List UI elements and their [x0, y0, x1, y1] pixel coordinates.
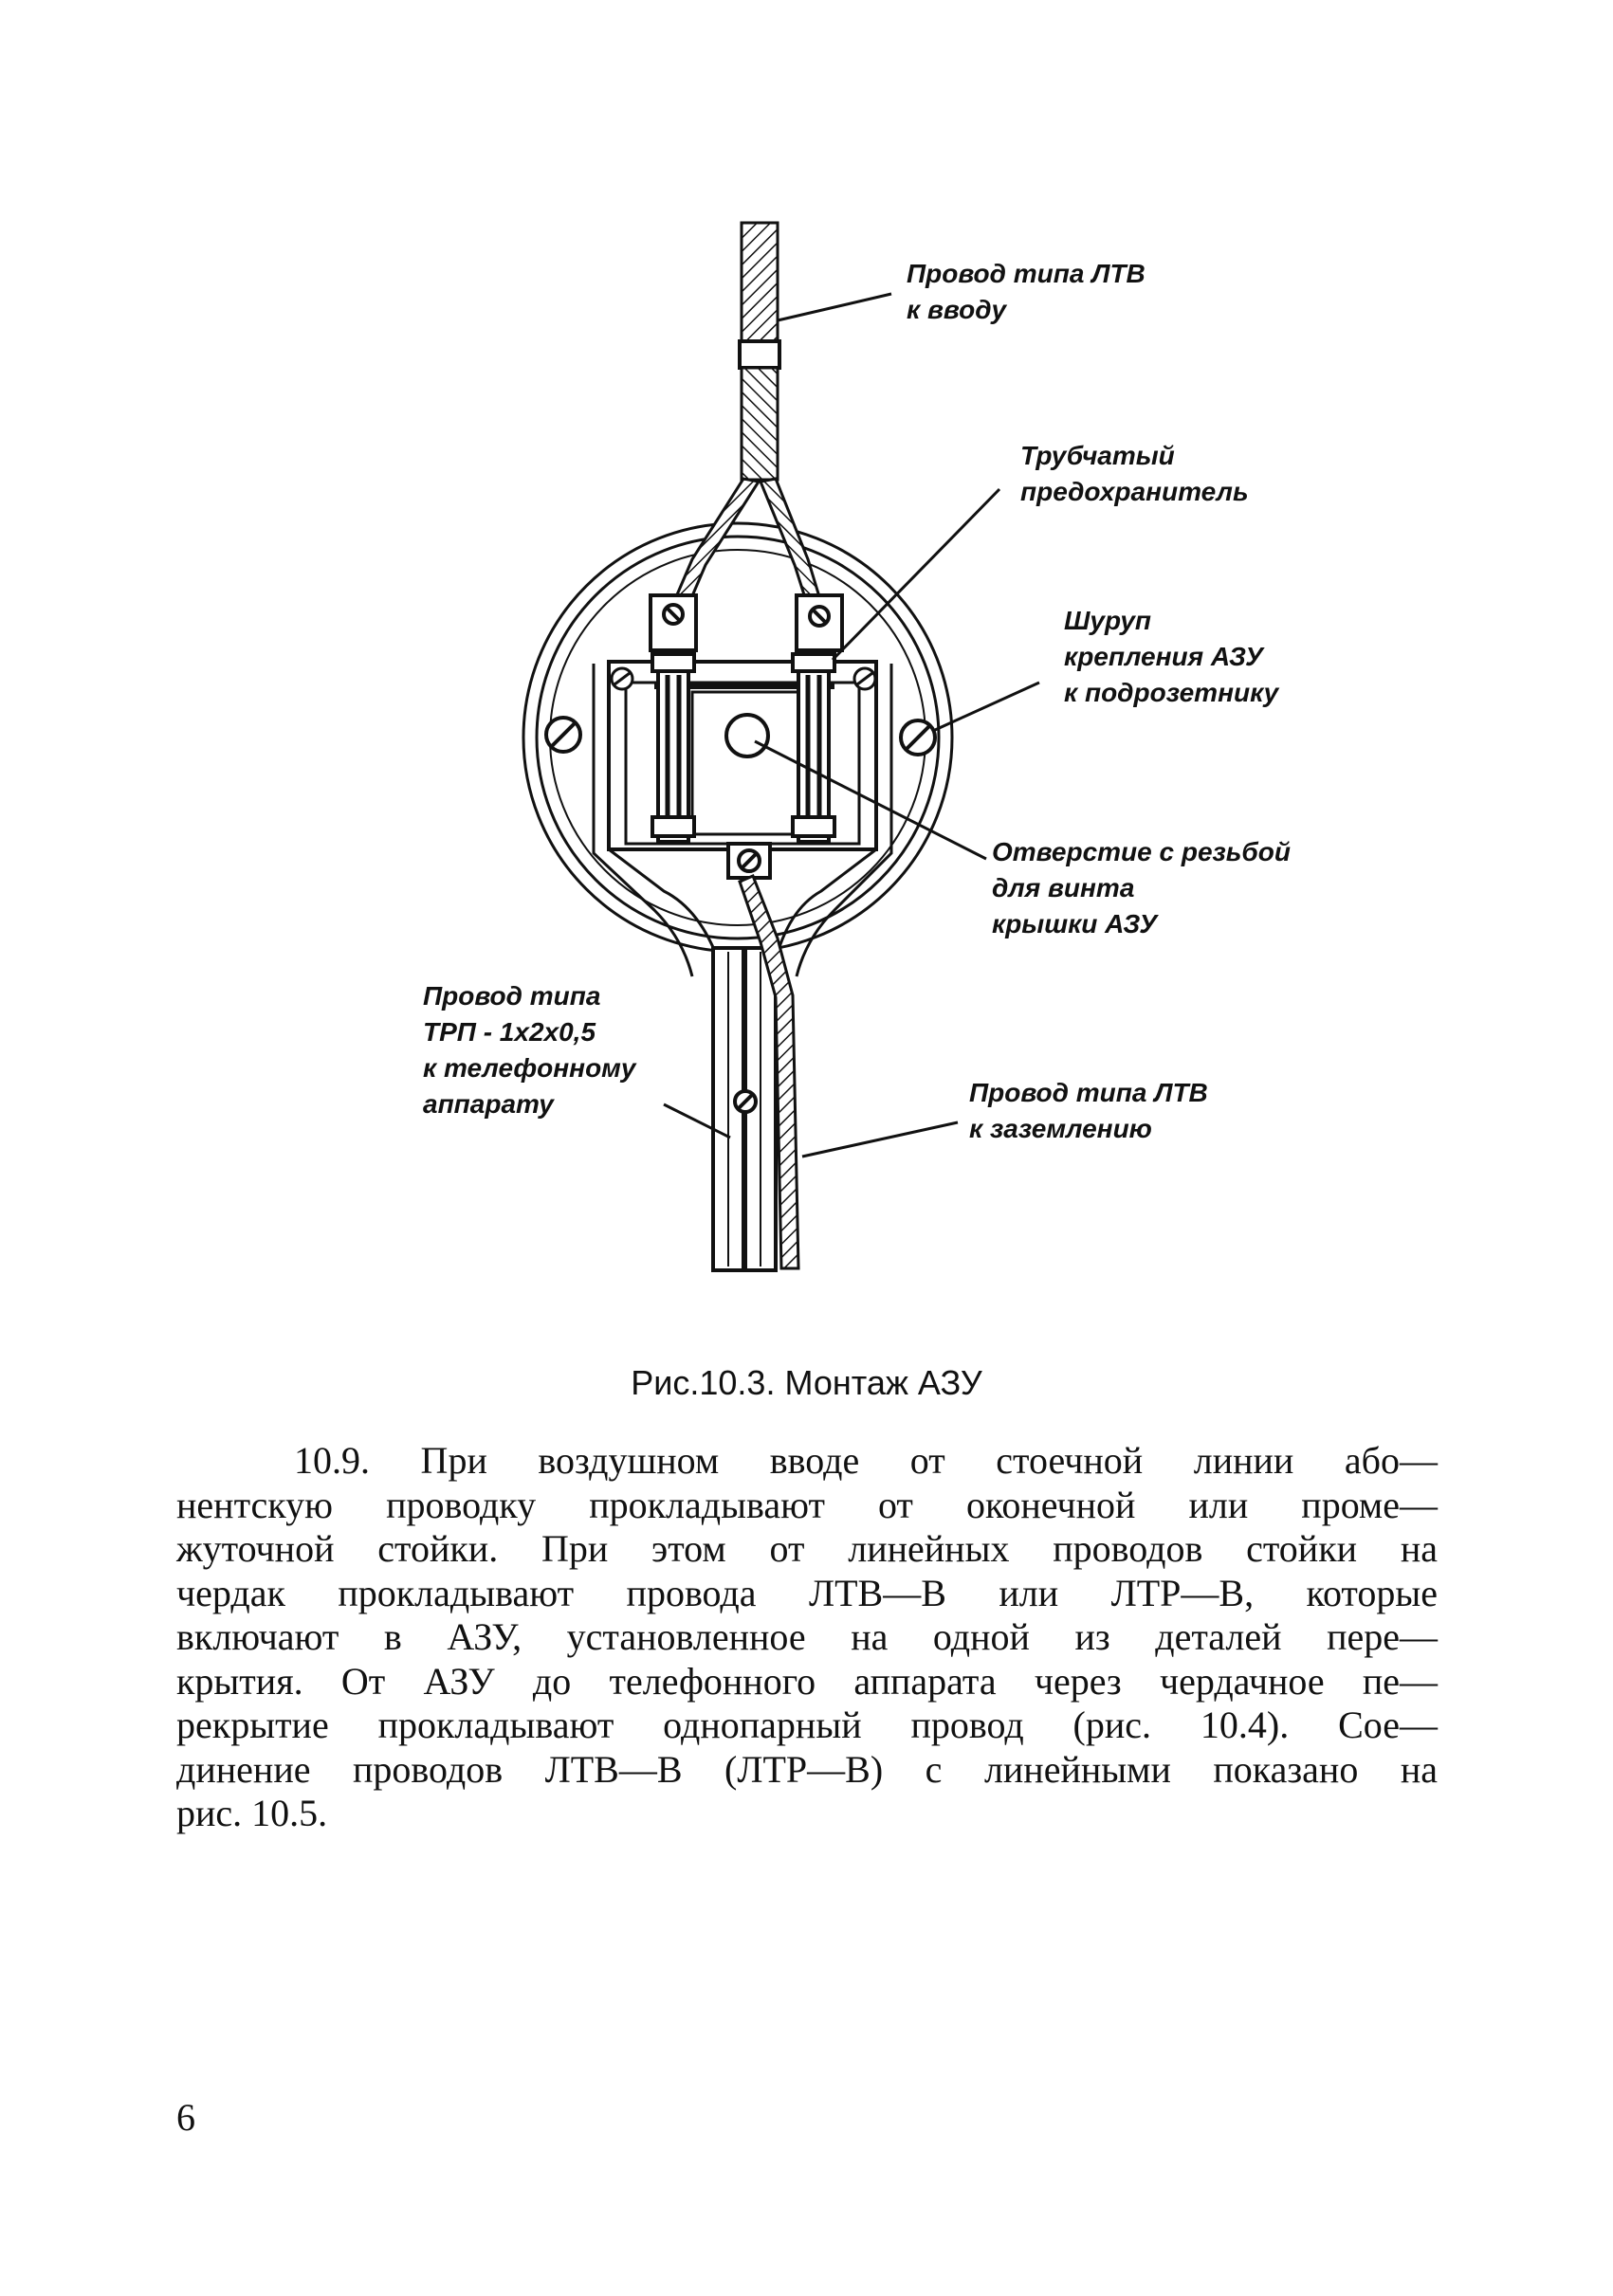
label-line: ТРП - 1х2х0,5 — [423, 1017, 596, 1047]
label-line: предохранитель — [1020, 477, 1249, 506]
label-line: Провод типа ЛТВ — [969, 1078, 1208, 1107]
threaded-hole — [726, 715, 768, 756]
paragraph-line: жуточной стойки. При этом от линейных проводов стойки на — [176, 1527, 1438, 1570]
label-line: Трубчатый — [1020, 441, 1175, 470]
label-fuse — [1020, 438, 1249, 510]
label-trp — [423, 978, 635, 1122]
figure-caption: Рис.10.3. Монтаж АЗУ — [631, 1363, 982, 1402]
label-screw — [1064, 603, 1278, 711]
ltv-input-cable — [675, 223, 821, 607]
label-line: Провод типа — [423, 981, 601, 1011]
label-ltv-input — [907, 256, 1146, 328]
paragraph-line: рис. 10.5. — [176, 1792, 328, 1834]
label-line: Шуруп — [1064, 606, 1152, 635]
label-line: к вводу — [907, 295, 1007, 324]
paragraph-line: включают в АЗУ, установленное на одной из деталей пере— — [176, 1615, 1438, 1658]
tubular-fuse-right — [793, 654, 834, 842]
mounting-screw-right — [901, 720, 935, 755]
label-hole — [992, 834, 1291, 942]
body-paragraph — [176, 1439, 1438, 1836]
trp-cable — [713, 948, 776, 1270]
leader-ltv-ground — [802, 1122, 958, 1157]
label-line: к телефонному — [423, 1053, 636, 1083]
paragraph-line: чердак прокладывают провода ЛТВ—В или ЛТР—В, которые — [176, 1571, 1438, 1614]
label-line: крышки АЗУ — [992, 909, 1158, 938]
label-line: к подрозетнику — [1064, 678, 1279, 707]
mounting-screw-left — [546, 718, 580, 752]
paragraph-line: динение проводов ЛТВ—В (ЛТР—В) с линейными показано на — [176, 1747, 1438, 1791]
label-line: Провод типа ЛТВ — [907, 259, 1146, 288]
paragraph-line: крытия. От АЗУ до телефонного аппарата через чердачное пе— — [176, 1659, 1438, 1703]
label-line: для винта — [992, 873, 1135, 902]
label-line: аппарату — [423, 1089, 554, 1119]
paragraph-line: 10.9. При воздушном вводе от стоечной линии або— — [294, 1439, 1438, 1482]
page-number: 6 — [176, 2096, 195, 2139]
label-line: Отверстие с резьбой — [992, 837, 1291, 866]
label-line: крепления АЗУ — [1064, 642, 1263, 671]
label-ltv-ground — [969, 1075, 1208, 1147]
paragraph-line: нентскую проводку прокладывают от оконечной или проме— — [176, 1483, 1438, 1526]
tubular-fuse-left — [652, 654, 694, 842]
label-line: к заземлению — [969, 1114, 1152, 1143]
leader-ltv-input — [778, 294, 891, 320]
paragraph-line: рекрытие прокладывают однопарный провод (рис. 10.4). Сое— — [176, 1704, 1438, 1746]
